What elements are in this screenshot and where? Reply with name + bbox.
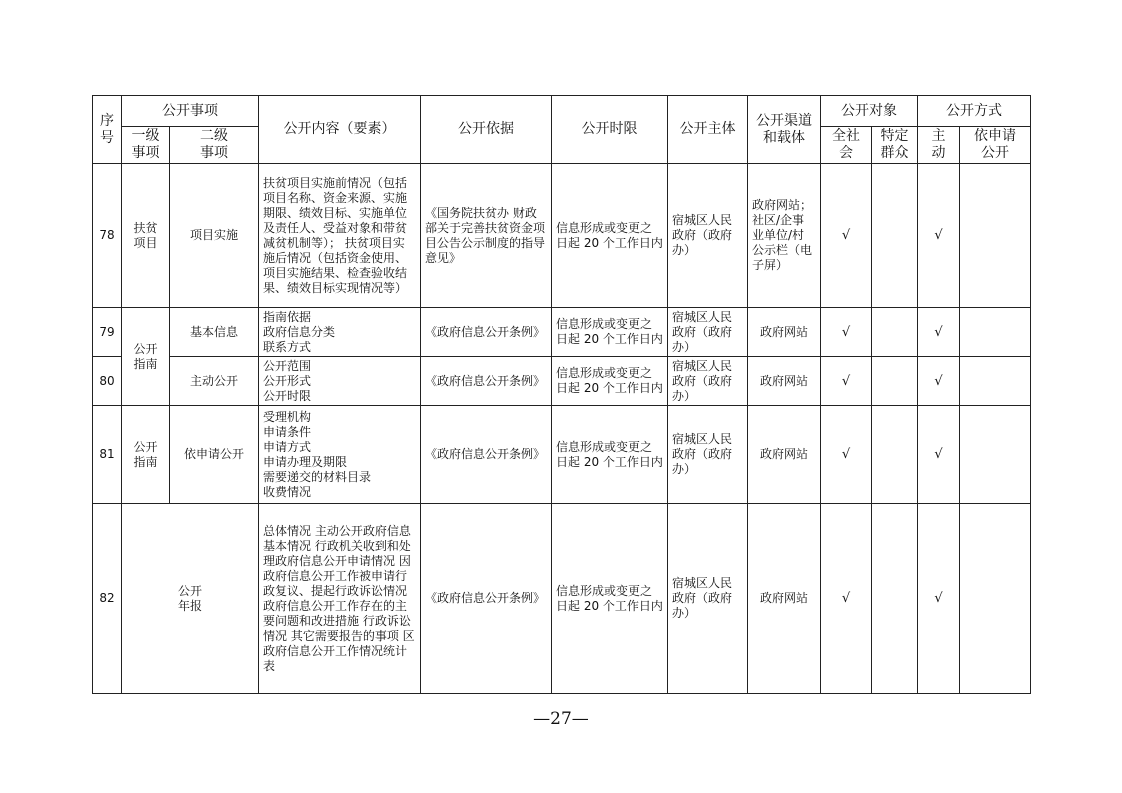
- row-content: 受理机构 申请条件 申请方式 申请办理及期限 需要递交的材料目录 收费情况: [259, 406, 421, 504]
- row-content: 总体情况 主动公开政府信息基本情况 行政机关收到和处理政府信息公开申请情况 因政府信息公开工作被申请行政复议、提起行政诉讼情况 政府信息公开工作存在的主要问题和改进措施 行政诉讼情况 其它需要报告的事项 区政府信息公开工作情况统计表: [259, 504, 421, 694]
- row-basis: 《政府信息公开条例》: [421, 357, 552, 406]
- header-content: 公开内容（要素）: [259, 96, 421, 164]
- header-channel: 公开渠道 和载体: [748, 96, 821, 164]
- row-level1: 公开 指南: [122, 308, 170, 406]
- row-seq: 81: [93, 406, 122, 504]
- row-seq: 80: [93, 357, 122, 406]
- row-seq: 78: [93, 164, 122, 308]
- row-seq: 82: [93, 504, 122, 694]
- row-active-check: √: [918, 406, 960, 504]
- row-basis: 《政府信息公开条例》: [421, 406, 552, 504]
- header-seq: 序 号: [93, 96, 122, 164]
- row-content: 指南依据 政府信息分类 联系方式: [259, 308, 421, 357]
- row-basis: 《政府信息公开条例》: [421, 308, 552, 357]
- row-time-limit: 信息形成或变更之日起 20 个工作日内: [552, 406, 668, 504]
- row-content: 扶贫项目实施前情况（包括项目名称、资金来源、实施期限、绩效目标、实施单位及责任人、受益对象和带贫减贫机制等）； 扶贫项目实施后情况（包括资金使用、项目实施结果、检查验收结果、绩效目标实现情况等）: [259, 164, 421, 308]
- row-on-request-check: [960, 406, 1031, 504]
- row-active-check: √: [918, 357, 960, 406]
- header-method-group: 公开方式: [918, 96, 1031, 127]
- row-level1: 公开 年报: [122, 504, 259, 694]
- header-level2: 二级 事项: [170, 127, 259, 164]
- header-on-request: 依申请 公开: [960, 127, 1031, 164]
- row-seq: 79: [93, 308, 122, 357]
- row-on-request-check: [960, 357, 1031, 406]
- row-specific-check: [872, 164, 918, 308]
- row-level1: 扶贫 项目: [122, 164, 170, 308]
- row-level2: 项目实施: [170, 164, 259, 308]
- row-time-limit: 信息形成或变更之日起 20 个工作日内: [552, 504, 668, 694]
- disclosure-table: [92, 95, 1031, 694]
- row-channel: 政府网站: [748, 504, 821, 694]
- table-row: [93, 308, 1031, 357]
- row-subject: 宿城区人民政府（政府办）: [668, 504, 748, 694]
- table-row: [93, 406, 1031, 504]
- row-active-check: √: [918, 164, 960, 308]
- header-time-limit: 公开时限: [552, 96, 668, 164]
- row-time-limit: 信息形成或变更之日起 20 个工作日内: [552, 308, 668, 357]
- row-time-limit: 信息形成或变更之日起 20 个工作日内: [552, 357, 668, 406]
- row-public-check: √: [821, 504, 872, 694]
- header-subject: 公开主体: [668, 96, 748, 164]
- row-public-check: √: [821, 308, 872, 357]
- row-public-check: √: [821, 164, 872, 308]
- header-active: 主 动: [918, 127, 960, 164]
- table-row: [93, 504, 1031, 694]
- row-level1: 公开 指南: [122, 406, 170, 504]
- row-basis: 《国务院扶贫办 财政部关于完善扶贫资金项目公告公示制度的指导意见》: [421, 164, 552, 308]
- header-specific: 特定 群众: [872, 127, 918, 164]
- row-content: 公开范围 公开形式 公开时限: [259, 357, 421, 406]
- table-row: [93, 357, 1031, 406]
- header-basis: 公开依据: [421, 96, 552, 164]
- row-time-limit: 信息形成或变更之日起 20 个工作日内: [552, 164, 668, 308]
- row-on-request-check: [960, 308, 1031, 357]
- row-specific-check: [872, 308, 918, 357]
- row-specific-check: [872, 357, 918, 406]
- page-number: —27—: [533, 709, 589, 729]
- row-subject: 宿城区人民政府（政府办）: [668, 164, 748, 308]
- row-on-request-check: [960, 164, 1031, 308]
- row-specific-check: [872, 406, 918, 504]
- row-subject: 宿城区人民政府（政府办）: [668, 357, 748, 406]
- row-public-check: √: [821, 357, 872, 406]
- row-basis: 《政府信息公开条例》: [421, 504, 552, 694]
- row-channel: 政府网站: [748, 406, 821, 504]
- row-channel: 政府网站； 社区/企事业单位/村公示栏（电子屏）: [748, 164, 821, 308]
- table-row: [93, 164, 1031, 308]
- row-active-check: √: [918, 504, 960, 694]
- row-level2: 基本信息: [170, 308, 259, 357]
- row-subject: 宿城区人民政府（政府办）: [668, 308, 748, 357]
- row-level2: 依申请公开: [170, 406, 259, 504]
- row-on-request-check: [960, 504, 1031, 694]
- row-channel: 政府网站: [748, 308, 821, 357]
- header-target-group: 公开对象: [821, 96, 918, 127]
- row-subject: 宿城区人民政府（政府办）: [668, 406, 748, 504]
- row-specific-check: [872, 504, 918, 694]
- row-public-check: √: [821, 406, 872, 504]
- row-channel: 政府网站: [748, 357, 821, 406]
- header-level1: 一级 事项: [122, 127, 170, 164]
- row-active-check: √: [918, 308, 960, 357]
- header-items-group: 公开事项: [122, 96, 259, 127]
- row-level2: 主动公开: [170, 357, 259, 406]
- header-public: 全社 会: [821, 127, 872, 164]
